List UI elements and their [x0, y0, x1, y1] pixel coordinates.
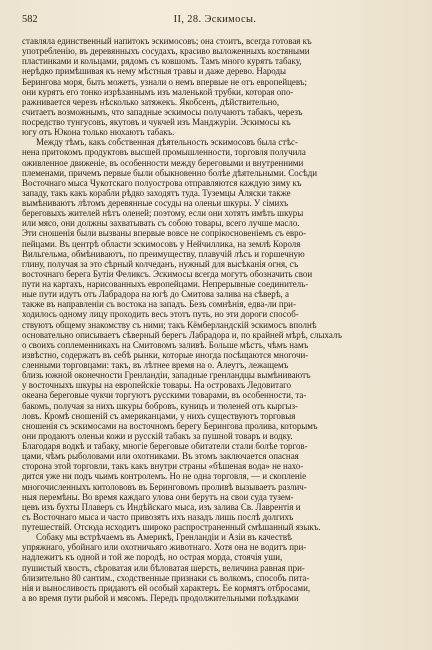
text-line: нія и выносливость придаютъ ей особый характеръ. Ее кормятъ отбросами,: [22, 582, 311, 593]
text-line: Между тѣмъ, какъ собственная дѣятельность эскимосовъ была стѣс-: [36, 137, 298, 148]
text-line: ныя перемѣны. Во время каждаго улова они берутъ на свои суда тузем-: [22, 491, 294, 502]
text-line: пушистый хвостъ, сѣроватая или бѣловатая шерсть, величина равная при-: [22, 562, 305, 573]
text-line: съ Восточнаго мыса и часто привозятъ ихъ назадъ лишь послѣ долгихъ: [22, 511, 294, 522]
text-line: сторона этой торговли, такъ какъ внутри страны «бѣшеная вода» не нахо-: [22, 461, 304, 472]
text-line: нерѣдко примѣшивая къ нему мѣстныя травы и даже дерево. Народы: [22, 66, 287, 77]
text-line: ходилось одному лицу проходить весь этотъ путь, но эти дороги способ-: [22, 309, 299, 320]
text-line: Собаку мы встрѣчаемъ въ Америкѣ, Гренландіи и Азіи въ качествѣ: [36, 532, 292, 543]
text-line: путешествій. Отсюда исходитъ широко распространенный смѣшанный языкъ.: [22, 522, 321, 532]
text-line: глину, получая за это сѣрный колчеданъ, нужный для высѣканія огня, съ: [22, 258, 299, 269]
text-line: западу, такъ какъ корабли рѣдко заходятъ туда. Туземцы Аляски также: [22, 187, 291, 198]
text-line: оживленное движеніе, въ особенности между береговыми и внутренними: [22, 157, 304, 168]
text-line: они продаютъ оленьи кожи и русскій табакъ за пушной товаръ и водку.: [22, 430, 293, 441]
text-line: югу отъ Юкона только нюхаютъ табакъ.: [22, 127, 175, 138]
text-line: употребленію, въ деревянныхъ сосудахъ, красиво выложенныхъ костяными: [22, 46, 310, 57]
page-number: 582: [22, 14, 38, 25]
text-line: упряжнаго, убойнаго или охотничьяго животнаго. Хотя она не водитъ при-: [22, 542, 307, 553]
text-line: также въ направленіи съ востока на западъ. Безъ сомнѣнія, едва-ли при-: [22, 299, 296, 310]
text-line: вымѣниваютъ лѣтомъ деревянные сосуды на оленьи шкуры. У сімихъ: [22, 198, 289, 208]
text-line: ные пути идутъ отъ Лабрадора на югѣ до Смитова залива на сѣверѣ, а: [22, 289, 289, 300]
text-line: близительно 80 сантим., сходственные признаки съ волкомъ, способъ пита-: [22, 572, 310, 583]
text-line: считаетъ возможнымъ, что западные эскимосы получаютъ табакъ, черезъ: [22, 106, 303, 117]
text-line: пейцами. Въ центрѣ области эскимосовъ у Нейчиллика, на землѣ Короля: [22, 238, 301, 249]
text-line: о своихъ соплеменникахъ на Смитовомъ заливѣ. Больше мѣстъ, чѣмъ намъ: [22, 339, 309, 350]
text-line: пластинками и кольцами, рядомъ съ ковшомъ. Тамъ много курятъ табаку,: [22, 56, 302, 67]
text-line: они курятъ его тонко изрѣзаннымъ изъ маленькой трубки, которая опо-: [22, 86, 294, 97]
text-line: надлежитъ къ одной и той же породѣ, но острая морда, стоячія уши,: [22, 552, 283, 563]
text-line: Берингова моря, быть можетъ, узнали о немъ впервые не отъ европейцевъ;: [22, 76, 307, 87]
text-line: ражнивается черезъ нѣсколько затяжекъ. Якобсенъ, дѣйствительно,: [22, 96, 280, 107]
text-line: ставляла единственный напитокъ эскимосовъ; она стоитъ, всегда готовая къ: [22, 36, 312, 46]
text-line: Восточнаго мыса Чукотскаго полуострова отправляются каждую зиму къ: [22, 177, 302, 188]
text-line: дится уже ни подъ чьимъ контролемъ. Но не одна торговля, — и скопленіе: [22, 471, 307, 482]
text-line: восточнаго берега Бутіи Феликсъ. Эскимосы всегда могутъ обозначить свои: [22, 268, 313, 279]
text-line: Вильгельма, обмѣниваютъ, по преимуществу, плавучій лѣсъ и горшечную: [22, 248, 305, 259]
text-line: пути на картахъ, нарисованныхъ европейцами. Непрерывные соединитель-: [22, 279, 309, 289]
body-text: [22, 36, 408, 603]
text-line: бакомъ, получая за нихъ шкуры бобровъ, куницъ и тюленей отъ кыргыз-: [22, 400, 299, 411]
text-line: племенами, причемъ первые были обыкновенно болѣе дѣятельными. Сосѣди: [22, 167, 318, 178]
text-line: а во время пути рыбой и мясомъ. Передъ продолжительными поѣздками: [22, 592, 299, 603]
text-line: извѣстно, содержатъ въ себѣ рынки, которые иногда посѣщаются многочи-: [22, 349, 309, 360]
text-line: сношенія съ эскимосами на восточномъ берегу Берингова пролива, которымъ: [22, 420, 318, 431]
text-line: ствуютъ общему знакомству съ ними; такъ Кёмберландскій эскимосъ вполнѣ: [22, 319, 317, 330]
text-line: у восточныхъ шкуры на европейскіе товары. На островахъ Ледовитаго: [22, 380, 292, 391]
text-line: многочисленныхъ китолововъ въ Беринговомъ проливѣ вызываетъ различ-: [22, 481, 307, 492]
text-line: ловъ. Кромѣ сношеній съ американцами, у нихъ существуютъ торговыя: [22, 410, 296, 421]
text-line: береговыхъ жителей нѣтъ оленей; поэтому, если они хотятъ имѣть шкуры: [22, 208, 304, 219]
text-line: Благодаря водкѣ и табаку, многіе береговые обитатели стали болѣе торгов-: [22, 441, 308, 451]
page-header: [22, 14, 408, 32]
text-line: цевъ изъ бухты Плаверъ съ Индѣйскаго мыса, изъ залива Св. Лаврентія и: [22, 501, 301, 512]
text-line: близь южной оконечности Гренландіи, западные гренландцы вымѣниваютъ: [22, 370, 311, 381]
text-line: или мясо, они должны захватывать съ собою товары, всего лучше масло.: [22, 218, 300, 229]
text-line: сленными торговцами: такъ, въ лѣтнее время на о. Алеутъ, лежащемъ: [22, 360, 289, 370]
text-line: океана береговые чукчи торгуютъ русскими товарами, въ особенности, та-: [22, 390, 307, 401]
text-line: нена притокомъ продуктовъ высшей промышленности, торговля получила: [22, 147, 306, 158]
text-line: цами, чѣмъ рыболовами или охотниками. Въ этомъ заключается опасная: [22, 451, 299, 462]
text-line: посредство тунгусовъ, якутовъ и чукчей изъ Манджуріи. Эскимосы къ: [22, 117, 291, 127]
text-line: Эти сношенія были вызваны впервые вовсе не сопрікосновеніемъ съ евро-: [22, 228, 307, 239]
running-head: II, 28. Эскимосы.: [173, 14, 257, 25]
text-line: основательно описываетъ сѣверный берегъ Лабрадора и, по крайней мѣрѣ, слыхалъ: [22, 329, 342, 340]
